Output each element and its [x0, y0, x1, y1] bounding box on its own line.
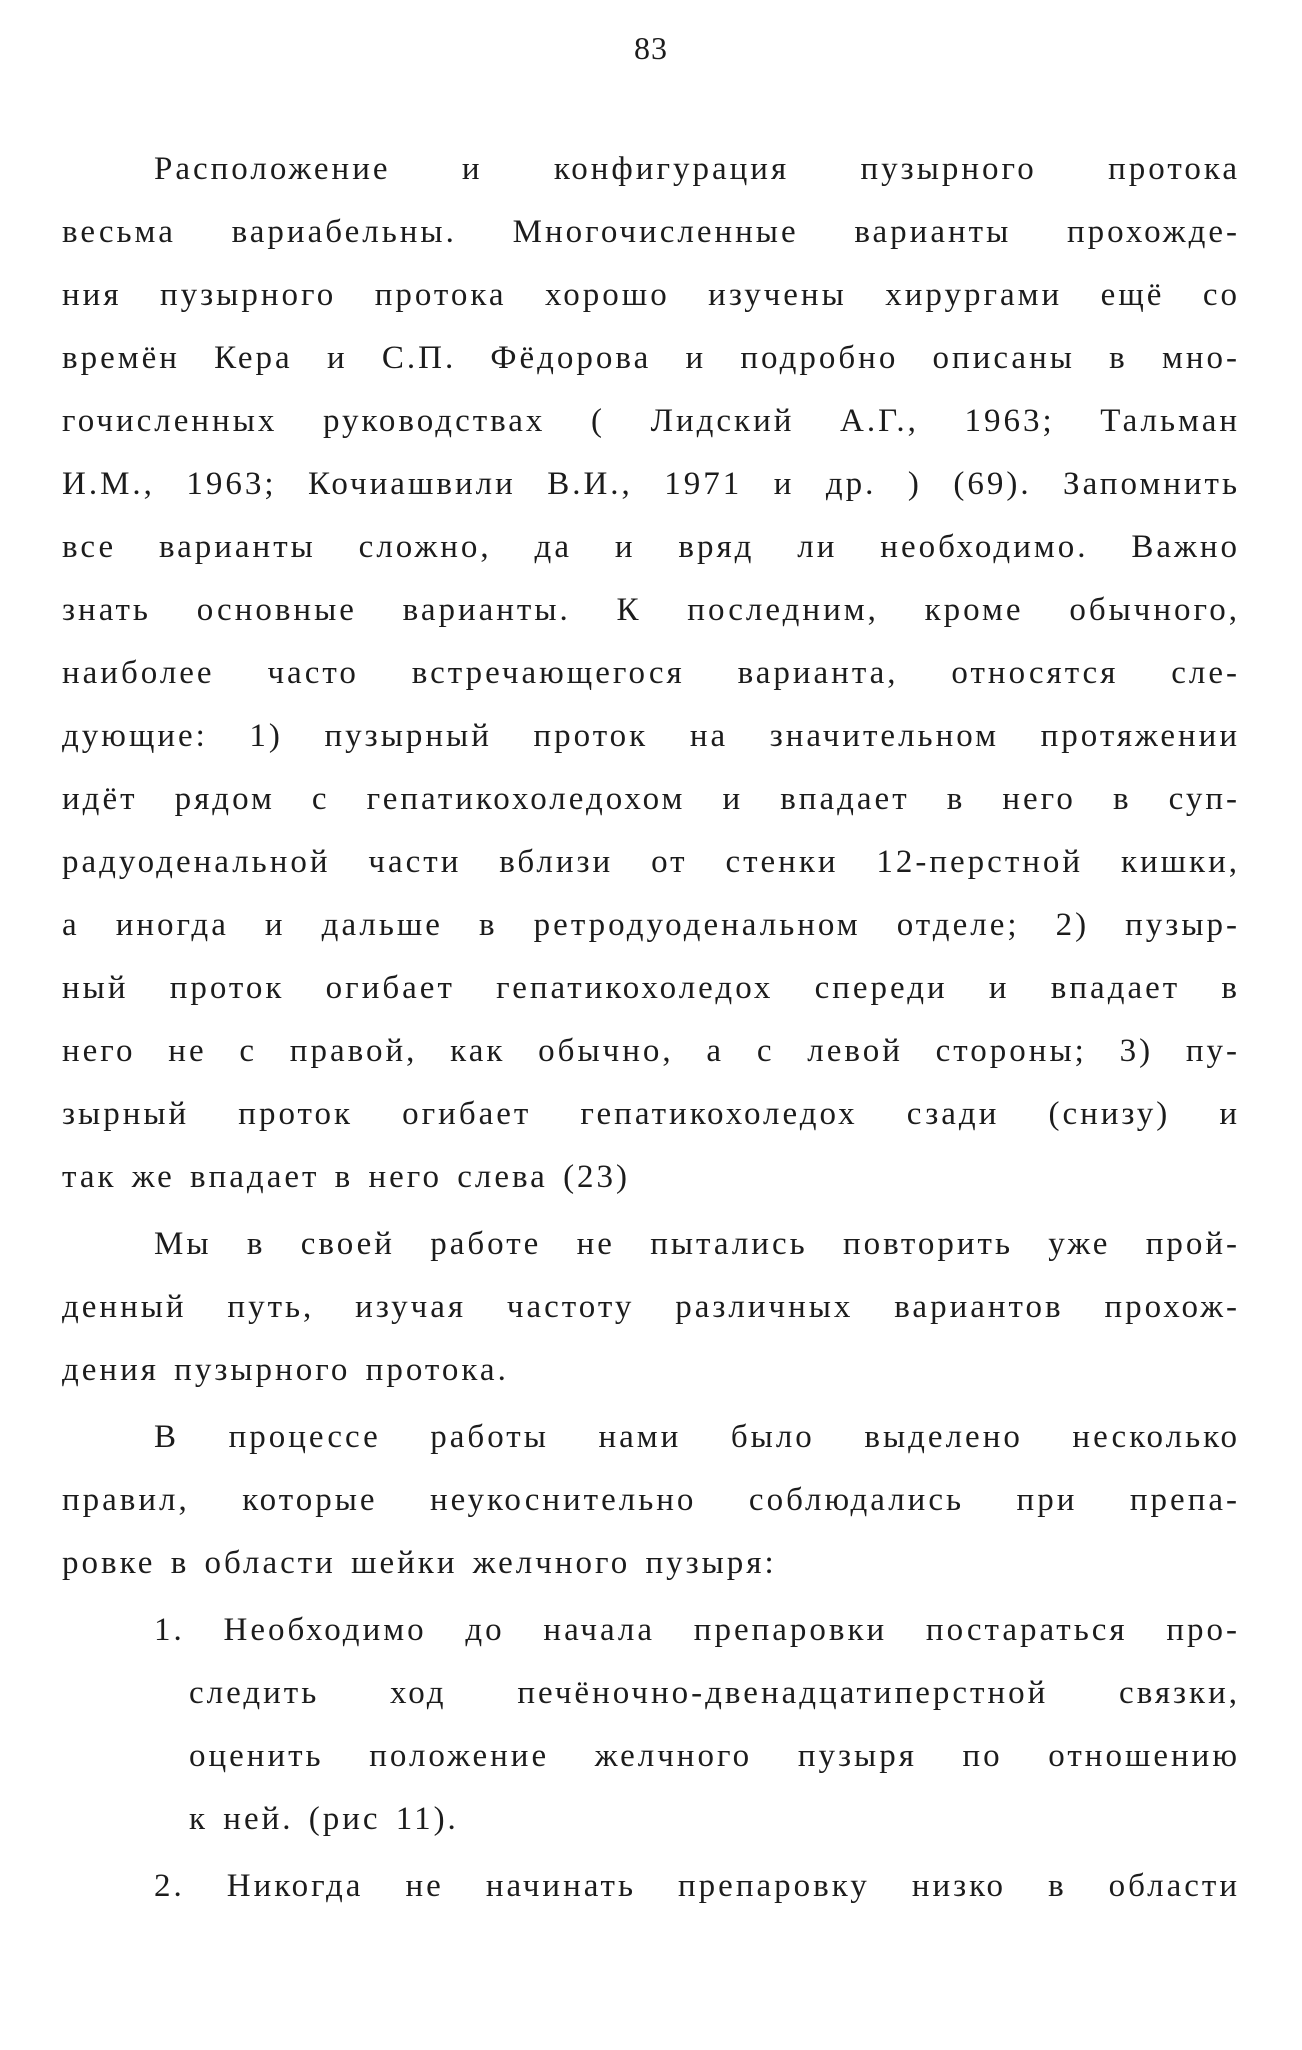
text-line: него не с правой, как обычно, а с левой стороны; 3) пу-	[62, 1033, 1240, 1069]
text-line: дения пузырного протока.	[62, 1352, 509, 1388]
text-line: ный проток огибает гепатикохоледох спереди и впадает в	[62, 970, 1240, 1006]
list-item-2	[62, 1855, 1240, 1918]
paragraph-3	[62, 1406, 1240, 1595]
text-line: наиболее часто встречающегося варианта, относятся сле-	[62, 655, 1240, 691]
text-line: Мы в своей работе не пытались повторить уже прой-	[154, 1226, 1240, 1262]
list-item-line: к ней. (рис 11).	[189, 1801, 459, 1837]
text-line: дующие: 1) пузырный проток на значительном протяжении	[62, 718, 1240, 754]
list-item-line: 1. Необходимо до начала препаровки постараться про-	[154, 1612, 1240, 1648]
text-line: ровке в области шейки желчного пузыря:	[62, 1545, 777, 1581]
text-line: зырный проток огибает гепатикохоледох сзади (снизу) и	[62, 1096, 1240, 1132]
page-number: 83	[634, 30, 668, 66]
text-line: весьма вариабельны. Многочисленные варианты прохожде-	[62, 214, 1240, 250]
text-line: ния пузырного протока хорошо изучены хирургами ещё со	[62, 277, 1240, 313]
text-line: все варианты сложно, да и вряд ли необходимо. Важно	[62, 529, 1240, 565]
text-line: знать основные варианты. К последним, кроме обычного,	[62, 592, 1240, 628]
text-line: И.М., 1963; Кочиашвили В.И., 1971 и др. ) (69). Запомнить	[62, 466, 1240, 502]
body-text	[62, 138, 1240, 1922]
text-line: так же впадает в него слева (23)	[62, 1159, 631, 1195]
list-item-line: 2. Никогда не начинать препаровку низко в области	[154, 1868, 1240, 1904]
text-line: денный путь, изучая частоту различных вариантов прохож-	[62, 1289, 1240, 1325]
text-line: Расположение и конфигурация пузырного протока	[154, 151, 1240, 187]
text-line: В процессе работы нами было выделено несколько	[154, 1419, 1240, 1455]
text-line: идёт рядом с гепатикохоледохом и впадает в него в суп-	[62, 781, 1240, 817]
text-line: гочисленных руководствах ( Лидский А.Г., 1963; Тальман	[62, 403, 1240, 439]
text-line: времён Кера и С.П. Фёдорова и подробно описаны в мно-	[62, 340, 1240, 376]
text-line: радуоденальной части вблизи от стенки 12-перстной кишки,	[62, 844, 1240, 880]
list-item-1	[62, 1599, 1240, 1851]
text-line: а иногда и дальше в ретродуоденальном отделе; 2) пузыр-	[62, 907, 1240, 943]
paragraph-1	[62, 138, 1240, 1209]
list-item-line: оценить положение желчного пузыря по отношению	[189, 1738, 1240, 1774]
text-line: правил, которые неукоснительно соблюдались при препа-	[62, 1482, 1240, 1518]
paragraph-2	[62, 1213, 1240, 1402]
list-item-line: следить ход печёночно-двенадцатиперстной связки,	[189, 1675, 1240, 1711]
